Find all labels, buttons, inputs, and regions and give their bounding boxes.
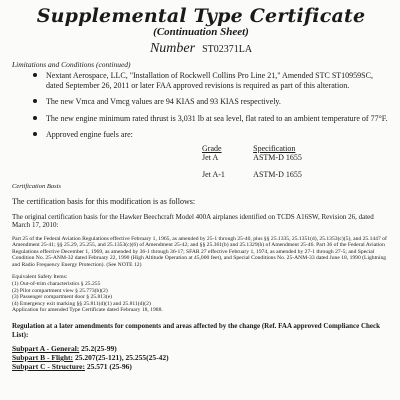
limitation-text: Approved engine fuels are: <box>46 130 133 139</box>
fuel-spec: ASTM-D 1655 <box>253 169 302 179</box>
limitation-text: Nextant Aerospace, LLC, "Installation of Rockwell Collins Pro Line 21," Amended STC ST10959SC, dated September 26, 2011 or later FAA approved revisions is required as part of this alteration. <box>46 71 373 90</box>
fuel-spec: ASTM-D 1655 <box>253 153 302 162</box>
subpart-label: Subpart C - Structure: <box>12 362 85 372</box>
bullet-icon <box>33 73 37 77</box>
limitations-list <box>12 71 390 140</box>
limitation-text: The new Vmca and Vmcg values are 94 KIAS and 93 KIAS respectively. <box>46 97 281 106</box>
fuel-grade: Jet A-1 <box>202 169 225 179</box>
continuation-subtitle: (Continuation Sheet) <box>153 26 249 38</box>
safety-line: (4) Emergency exit marking §§ 25.811(d)(1) and 25.811(d)(2) <box>12 300 151 307</box>
bullet-icon <box>33 116 37 120</box>
list-item <box>12 353 390 362</box>
safety-line: (3) Passenger compartment door § 25.813(e) <box>12 294 113 301</box>
safety-line: (2) Pilot compartment view § 25.773(b)(2) <box>12 287 108 294</box>
certification-heading: Certification Basis <box>12 183 61 190</box>
limitation-item <box>12 97 390 107</box>
bullet-icon <box>33 132 37 136</box>
safety-line: Application for amended Type Certificate dated February 18, 1988. <box>12 307 163 314</box>
subpart-value: 25.571 (25-96) <box>86 362 132 372</box>
subpart-label: Subpart B - Flight: <box>12 353 74 363</box>
limitation-text: The new engine minimum rated thrust is 3,031 lb at sea level, flat rated to an ambient temperature of 77°F. <box>46 113 388 123</box>
number-label: Number <box>149 41 196 56</box>
safety-line: (1) Out-of-trim characteristics § 25.255 <box>12 281 101 288</box>
grade-header: Grade <box>202 143 222 153</box>
subpart-value: 25.207(25-121), 25.255(25-42) <box>74 353 169 363</box>
equivalent-safety-items <box>12 274 390 314</box>
list-item <box>12 362 390 371</box>
safety-line: Equivalent Safety Items: <box>12 274 68 281</box>
part25-paragraph: Part 25 of the Federal Aviation Regulations effective February 1, 1965, as amended by 25-1 through 25-40, plus §§ 25.1335, 25.1351(d), 25.1353(c)(5), and 25.1447 of Amendment 25-41; §§ 25.29, 25.255, and 25.1353(c)(6) of Amendment 25-42; and §§ 25.361(b) and 25.1329(h) of Amendment 25-46. Part 36 of the Federal Aviation Regulations effective December 1, 1969, as amended by 36-1 through 36-17; SFAR 27 effective February 1, 1974, as amended by 27-1 through 27-5; and Special Condition No. 25-ANM-32 dated February 22, 1990 (High Altitude Operation at 45,000 feet), and Special Conditions No. 25-ANM-33 dated June 18, 1990 (Lightning and Radio Frequency Energy Protection). (See NOTE 12) <box>12 235 387 268</box>
specification-header: Specification <box>253 143 296 153</box>
fuel-table <box>202 144 362 180</box>
certificate-title: Supplemental Type Certificate <box>36 5 366 27</box>
certificate-number-row <box>12 39 390 58</box>
bullet-icon <box>33 99 37 103</box>
table-row <box>202 153 362 163</box>
amendments-heading: Regulation at a later amendments for components and areas affected by the change (Ref. FAA approved Compliance Check List): <box>12 322 380 339</box>
certification-intro: The certification basis for this modification is as follows: <box>12 197 196 206</box>
limitations-heading: Limitations and Conditions (continued) <box>12 60 131 69</box>
subpart-value: 25.2(25-99) <box>81 344 117 354</box>
certificate-number: ST02371LA <box>202 44 253 55</box>
table-row <box>202 170 362 180</box>
limitation-item <box>12 130 390 140</box>
original-basis: The original certification basis for the Hawker Beechcraft Model 400A airplanes identified on TCDS A16SW, Revision 26, dated March 17, 2010: <box>12 212 374 229</box>
list-item <box>12 344 390 353</box>
limitation-item <box>12 71 390 90</box>
subpart-list <box>12 344 390 371</box>
subpart-label: Subpart A - General: <box>12 344 80 354</box>
fuel-grade: Jet A <box>202 153 219 162</box>
limitation-item <box>12 114 390 124</box>
